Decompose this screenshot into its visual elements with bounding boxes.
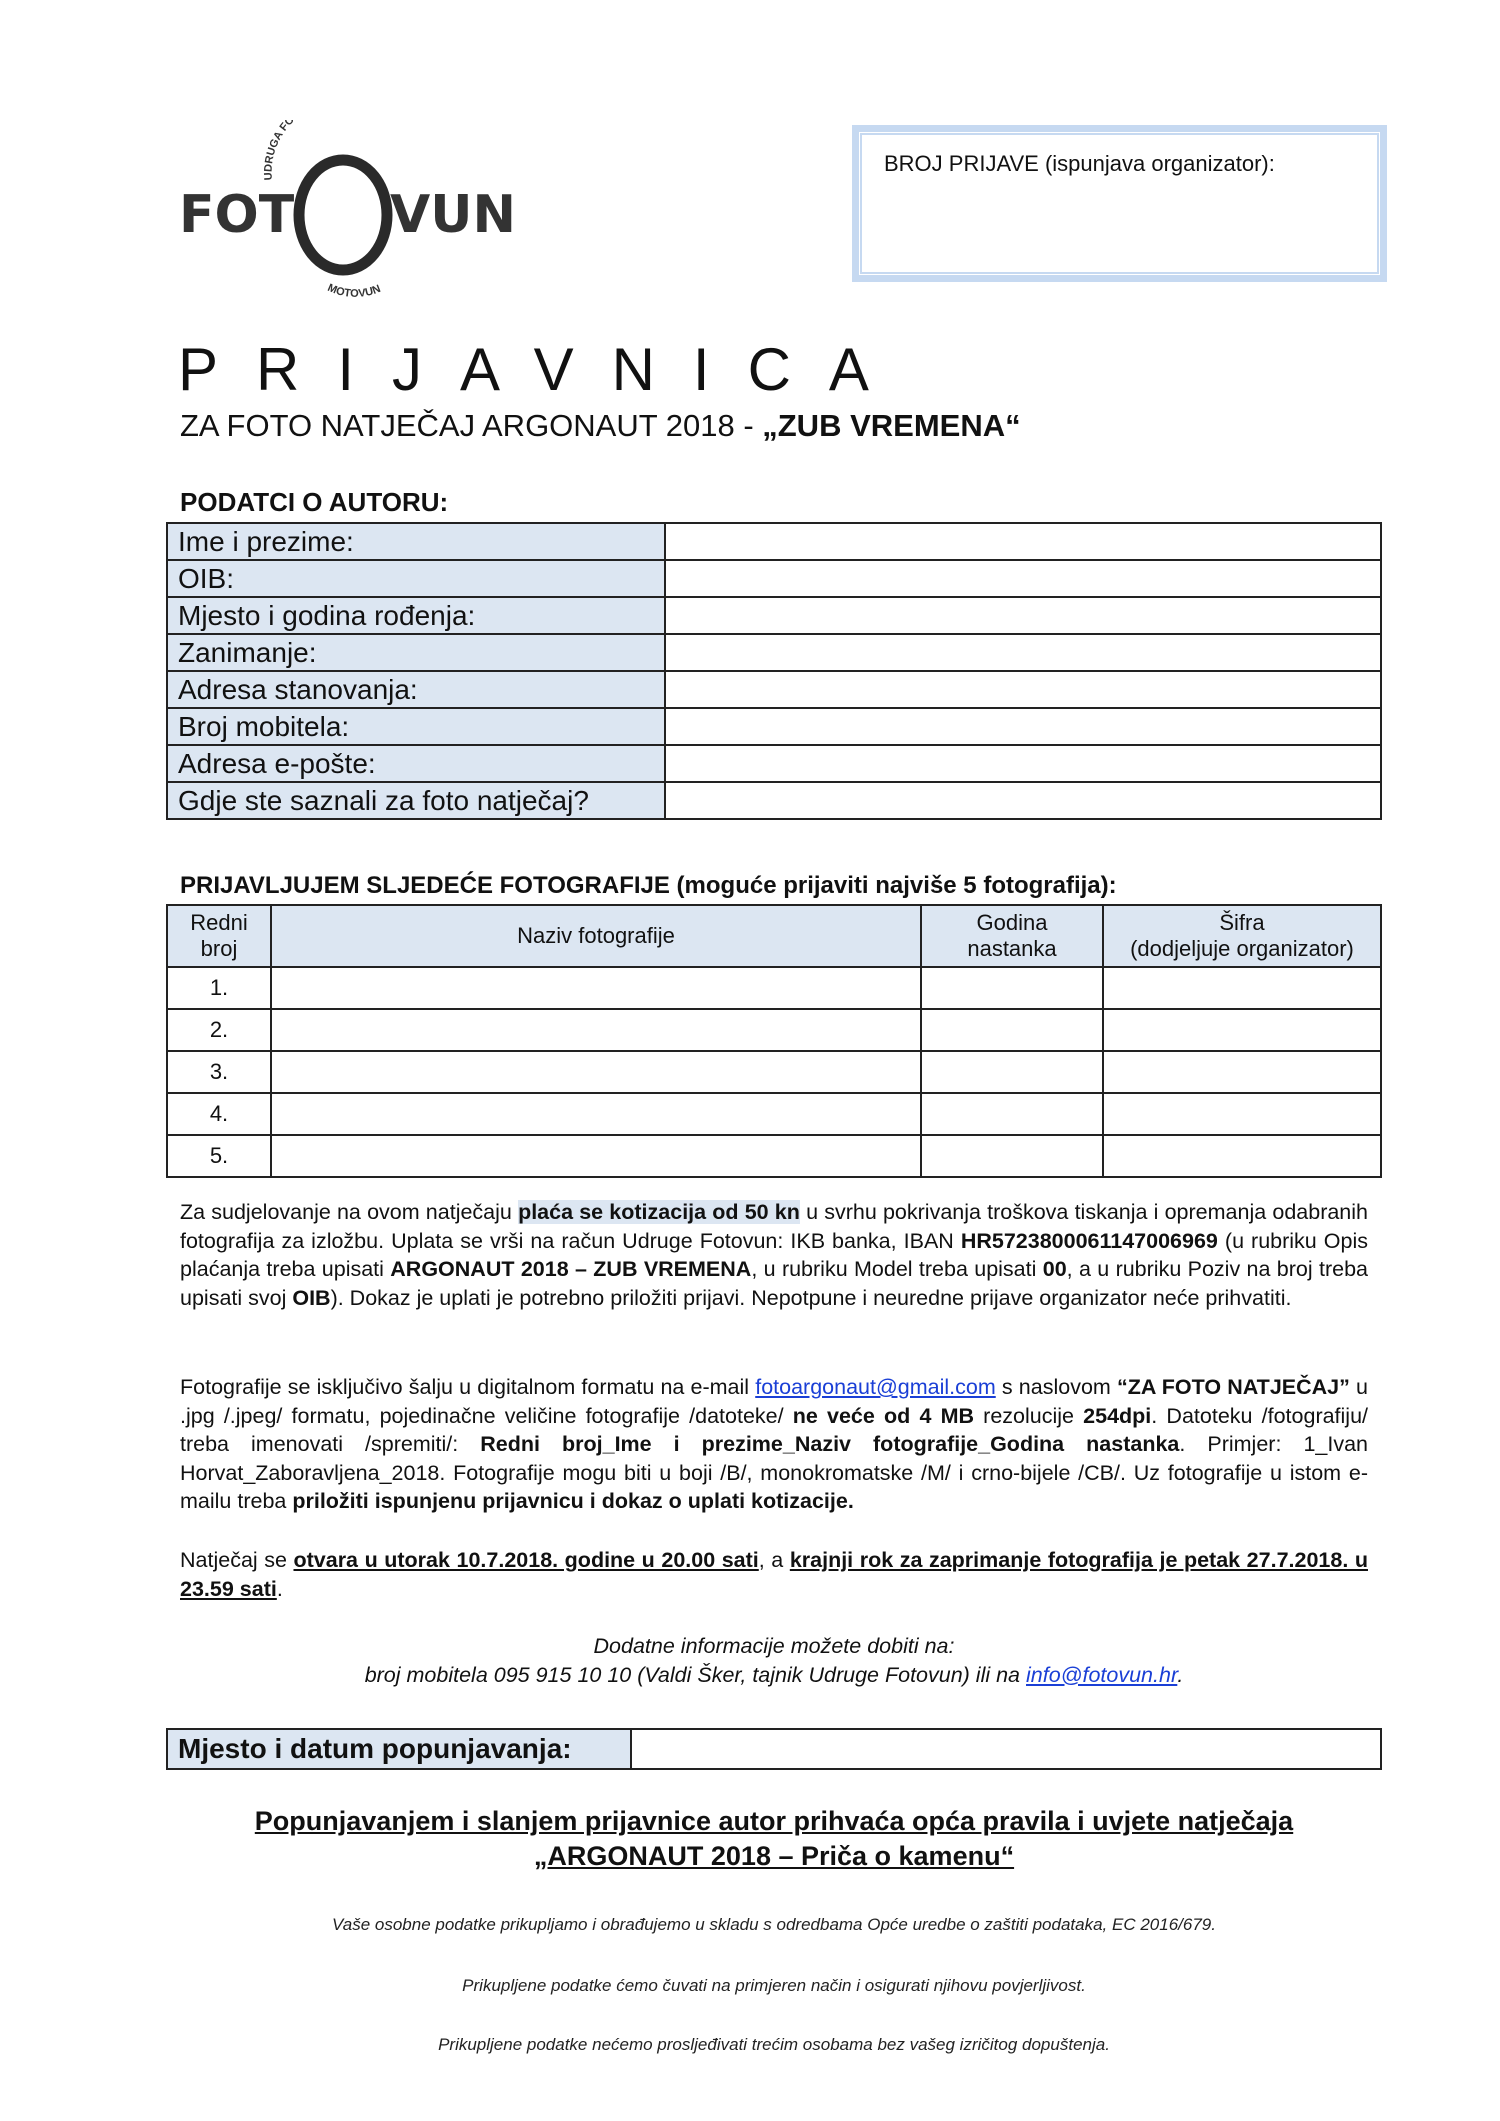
author-field-input[interactable] xyxy=(665,634,1381,671)
photo-name-field[interactable] xyxy=(271,967,921,1009)
author-field-row xyxy=(167,634,1381,671)
photo-row xyxy=(167,1093,1381,1135)
photo-name-field[interactable] xyxy=(271,1009,921,1051)
photo-row-number: 5. xyxy=(167,1135,271,1177)
col-header-code xyxy=(1103,905,1381,967)
photo-row-number: 4. xyxy=(167,1093,271,1135)
fee-paragraph xyxy=(180,1198,1368,1312)
col-header-year-line1: Godina xyxy=(976,910,1048,935)
author-field-input[interactable] xyxy=(665,708,1381,745)
author-field-label: Ime i prezime: xyxy=(167,523,665,560)
col-header-year xyxy=(921,905,1103,967)
photo-name-field[interactable] xyxy=(271,1093,921,1135)
photo-year-field[interactable] xyxy=(921,1009,1103,1051)
photo-name-field[interactable] xyxy=(271,1135,921,1177)
col-header-number xyxy=(167,905,271,967)
registration-label-bold: BROJ PRIJAVE xyxy=(884,151,1039,176)
text: , a xyxy=(758,1548,790,1572)
col-header-year-line2: nastanka xyxy=(967,936,1057,961)
photo-row xyxy=(167,1051,1381,1093)
svg-text:MOTOVUN: MOTOVUN xyxy=(325,281,383,300)
text: , a u rubriku Poziv na broj treba upisati svoj xyxy=(180,1257,1368,1310)
col-header-number-line1: Redni xyxy=(190,910,248,935)
contact-email-link[interactable]: info@fotovun.hr xyxy=(1026,1662,1178,1687)
fotovun-logo xyxy=(177,120,537,300)
text: Natječaj se xyxy=(180,1548,294,1572)
photos-table-header xyxy=(167,905,1381,967)
author-field-row xyxy=(167,523,1381,560)
contact-line xyxy=(166,1661,1382,1690)
attachments-note: priložiti ispunjenu prijavnicu i dokaz o uplati kotizacije. xyxy=(292,1489,854,1514)
filename-format: Redni broj_Ime i prezime_Naziv fotografije_Godina nastanka xyxy=(480,1432,1180,1457)
subtitle-theme: „ZUB VREMENA“ xyxy=(762,408,1021,443)
opening-date: otvara u utorak 10.7.2018. godine u 20.00 sati xyxy=(293,1548,759,1572)
photo-row-number: 1. xyxy=(167,967,271,1009)
oib-reference: OIB xyxy=(292,1285,331,1310)
text: . xyxy=(1177,1662,1184,1687)
payment-description: ARGONAUT 2018 – ZUB VREMENA xyxy=(390,1257,752,1282)
author-field-row xyxy=(167,560,1381,597)
svg-text:FOT: FOT xyxy=(179,185,295,245)
photo-year-field[interactable] xyxy=(921,1135,1103,1177)
resolution: 254dpi xyxy=(1083,1403,1152,1428)
photo-row-number: 2. xyxy=(167,1009,271,1051)
place-date-table xyxy=(166,1728,1382,1770)
author-field-input[interactable] xyxy=(665,671,1381,708)
author-field-label: Mjesto i godina rođenja: xyxy=(167,597,665,634)
registration-number-box xyxy=(852,125,1387,282)
text: s naslovom xyxy=(995,1375,1117,1399)
photo-year-field[interactable] xyxy=(921,967,1103,1009)
svg-text:UDRUGA FOTOGRAFA: UDRUGA FO xyxy=(262,120,297,181)
registration-label-note: (ispunjava organizator): xyxy=(1038,151,1275,176)
photos-table xyxy=(166,904,1382,1178)
iban: HR5723800061147006969 xyxy=(960,1228,1218,1253)
fotovun-logo-graphic xyxy=(177,120,537,300)
author-field-input[interactable] xyxy=(665,560,1381,597)
place-date-label: Mjesto i datum popunjavanja: xyxy=(167,1729,631,1769)
page-subtitle xyxy=(180,408,1021,444)
page-title: PRIJAVNICA xyxy=(178,336,907,403)
deadline: krajnji rok za zaprimanje fotografija je petak 27.7.2018. u 23.59 sati xyxy=(180,1548,1368,1601)
statement-line-1: Popunjavanjem i slanjem prijavnice autor prihvaća opća pravila i uvjete natječaja xyxy=(254,1806,1294,1836)
submission-email-link[interactable]: fotoargonaut@gmail.com xyxy=(755,1375,996,1399)
author-data-table xyxy=(166,522,1382,820)
contact-info xyxy=(166,1632,1382,1689)
photo-row-number: 3. xyxy=(167,1051,271,1093)
acceptance-statement xyxy=(166,1804,1382,1874)
col-header-code-line1: Šifra xyxy=(1219,910,1265,935)
author-field-row xyxy=(167,708,1381,745)
payment-model: 00 xyxy=(1042,1257,1067,1282)
author-field-row xyxy=(167,782,1381,819)
author-field-label: Broj mobitela: xyxy=(167,708,665,745)
registration-number-field[interactable] xyxy=(860,133,1379,274)
author-field-label: Zanimanje: xyxy=(167,634,665,671)
contact-heading: Dodatne informacije možete dobiti na: xyxy=(593,1634,955,1658)
privacy-note-3: Prikupljene podatke nećemo prosljeđivati trećim osobama bez vašeg izričitog dopuštenja. xyxy=(438,2035,1110,2054)
privacy-note-2: Prikupljene podatke ćemo čuvati na primjeren način i osigurati njihovu povjerljivost. xyxy=(462,1976,1086,1995)
text: . Datoteku /fotografiju/ treba imenovati /spremiti/: xyxy=(180,1403,1369,1457)
author-field-label: OIB: xyxy=(167,560,665,597)
place-date-field[interactable] xyxy=(631,1729,1381,1769)
text: u .jpg /.jpeg/ formatu, pojedinačne veličine fotografije /datoteke/ xyxy=(180,1375,1369,1428)
photo-code-field xyxy=(1103,967,1381,1009)
col-header-number-line2: broj xyxy=(200,936,238,961)
text: . xyxy=(276,1576,283,1601)
author-field-label: Adresa stanovanja: xyxy=(167,671,665,708)
photos-section-heading: PRIJAVLJUJEM SLJEDEĆE FOTOGRAFIJE (moguće prijaviti najviše 5 fotografija): xyxy=(180,872,1117,899)
text: . Primjer: 1_Ivan Horvat_Zaboravljena_2018. Fotografije mogu biti u boji /B/, monokromatske /M/ i crno-bijele /CB/. Uz fotografije u istom e-mailu treba xyxy=(180,1432,1368,1514)
text: (u rubriku Opis plaćanja treba upisati xyxy=(180,1228,1368,1282)
author-field-input[interactable] xyxy=(665,782,1381,819)
submission-paragraph xyxy=(180,1373,1368,1516)
col-header-code-line2: (dodjeljuje organizator) xyxy=(1130,936,1354,961)
photo-code-field xyxy=(1103,1051,1381,1093)
text: ). Dokaz je uplati je potrebno priložiti prijavi. Nepotpune i neuredne prijave organizator neće prihvatiti. xyxy=(330,1285,1292,1310)
photo-code-field xyxy=(1103,1135,1381,1177)
text: u svrhu pokrivanja troškova tiskanja i opremanja odabranih fotografija za izložbu. Uplata se vrši na račun Udruge Fotovun: IKB banka, IBAN xyxy=(180,1200,1368,1253)
email-subject: “ZA FOTO NATJEČAJ” xyxy=(1116,1375,1350,1399)
privacy-note-1: Vaše osobne podatke prikupljamo i obrađujemo u skladu s odredbama Opće uredbe o zaštiti podataka, EC 2016/679. xyxy=(332,1915,1216,1934)
author-field-input[interactable] xyxy=(665,523,1381,560)
photo-name-field[interactable] xyxy=(271,1051,921,1093)
subtitle-text: ZA FOTO NATJEČAJ ARGONAUT 2018 - xyxy=(180,408,763,443)
author-field-row xyxy=(167,597,1381,634)
svg-text:VUN: VUN xyxy=(390,185,516,245)
photo-row xyxy=(167,1009,1381,1051)
author-field-label: Gdje ste saznali za foto natječaj? xyxy=(167,782,665,819)
text: , u rubriku Model treba upisati xyxy=(751,1257,1043,1282)
dates-paragraph xyxy=(180,1546,1368,1603)
text: rezolucije xyxy=(974,1403,1084,1428)
col-header-name: Naziv fotografije xyxy=(271,905,921,967)
text: Fotografije se isključivo šalju u digitalnom formatu na e-mail xyxy=(180,1375,756,1399)
statement-line-2: „ARGONAUT 2018 – Priča o kamenu“ xyxy=(533,1841,1015,1871)
photo-year-field[interactable] xyxy=(921,1093,1103,1135)
photo-row xyxy=(167,1135,1381,1177)
author-field-input[interactable] xyxy=(665,597,1381,634)
photo-year-field[interactable] xyxy=(921,1051,1103,1093)
author-field-row xyxy=(167,745,1381,782)
contact-phone: broj mobitela 095 915 10 10 (Valdi Šker, tajnik Udruge Fotovun) ili na xyxy=(364,1662,1026,1687)
text: Za sudjelovanje na ovom natječaju xyxy=(180,1200,519,1224)
photo-code-field xyxy=(1103,1009,1381,1051)
photo-row xyxy=(167,967,1381,1009)
author-field-row xyxy=(167,671,1381,708)
author-section-heading: PODATCI O AUTORU: xyxy=(180,487,449,517)
fee-amount: plaća se kotizacija od 50 kn xyxy=(518,1200,800,1224)
max-size: ne veće od 4 MB xyxy=(792,1403,975,1428)
author-field-input[interactable] xyxy=(665,745,1381,782)
author-field-label: Adresa e-pošte: xyxy=(167,745,665,782)
photo-code-field xyxy=(1103,1093,1381,1135)
